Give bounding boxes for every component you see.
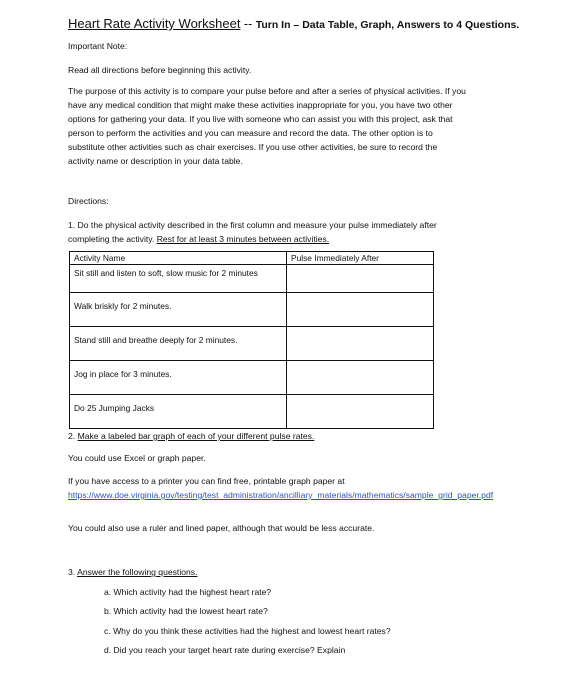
question-c: c. Why do you think these activities had the highest and lowest heart rates? xyxy=(104,626,391,636)
directions-heading: Directions: xyxy=(68,196,109,206)
step-1-line-1: 1. Do the physical activity described in the first column and measure your pulse immediately after xyxy=(68,220,437,230)
pulse-cell[interactable] xyxy=(287,361,434,395)
printer-note: If you have access to a printer you can find free, printable graph paper at xyxy=(68,476,345,486)
purpose-line: options for gathering your data. If you live with someone who can assist you with this project, ask that xyxy=(68,113,453,124)
activity-cell: Do 25 Jumping Jacks xyxy=(70,395,287,429)
purpose-line: have any medical condition that might make these activities inappropriate for you, you have two other xyxy=(68,99,453,110)
pulse-cell[interactable] xyxy=(287,293,434,327)
pulse-cell[interactable] xyxy=(287,265,434,293)
step-2-instruction: Make a labeled bar graph of each of your different pulse rates. xyxy=(77,431,315,441)
pulse-cell[interactable] xyxy=(287,327,434,361)
read-all-directions: Read all directions before beginning this activity. xyxy=(68,65,252,75)
question-d: d. Did you reach your target heart rate during exercise? Explain xyxy=(104,645,346,655)
excel-note: You could use Excel or graph paper. xyxy=(68,453,206,463)
table-header-row xyxy=(70,252,434,265)
step-3-heading xyxy=(68,566,518,580)
graph-paper-link[interactable]: https://www.doe.virginia.gov/testing/test_administration/ancilliary_materials/mathematics/sample_grid_paper.pdf xyxy=(68,490,494,500)
title-turn-in: Turn In – Data Table, Graph, Answers to 4 Questions. xyxy=(255,19,520,31)
table-row xyxy=(70,265,434,293)
step-1 xyxy=(68,219,538,247)
important-note: Important Note: xyxy=(68,41,128,51)
step-3-instruction: Answer the following questions. xyxy=(77,567,198,577)
step-2-heading xyxy=(68,430,518,444)
pulse-cell[interactable] xyxy=(287,395,434,429)
purpose-paragraph xyxy=(68,85,528,168)
table-row xyxy=(70,361,434,395)
purpose-line: person to perform the activities and you can measure and record the data. The other option is to xyxy=(68,127,433,138)
purpose-line: substitute other activities such as chair exercises. If you use other activities, be sure to record the xyxy=(68,141,438,152)
step-2-number: 2. xyxy=(68,431,78,441)
purpose-line: The purpose of this activity is to compare your pulse before and after a series of physical activities. If you xyxy=(68,86,466,96)
title-main: Heart Rate Activity Worksheet xyxy=(68,16,241,31)
graph-paper-link-wrap xyxy=(68,489,516,503)
header-pulse-after: Pulse Immediately After xyxy=(287,252,434,265)
activity-cell: Stand still and breathe deeply for 2 minutes. xyxy=(70,327,287,361)
title-separator: -- xyxy=(240,17,256,31)
table-row xyxy=(70,327,434,361)
activity-cell: Sit still and listen to soft, slow music for 2 minutes xyxy=(70,265,287,293)
ruler-note: You could also use a ruler and lined paper, although that would be less accurate. xyxy=(68,523,375,533)
activity-cell: Walk briskly for 2 minutes. xyxy=(70,293,287,327)
table-row xyxy=(70,293,434,327)
table-row xyxy=(70,395,434,429)
header-activity-name: Activity Name xyxy=(70,252,287,265)
question-b: b. Which activity had the lowest heart rate? xyxy=(104,606,268,616)
page-title xyxy=(68,16,519,31)
purpose-line: activity name or description in your data table. xyxy=(68,155,243,166)
step-1-rest-note: Rest for at least 3 minutes between activities. xyxy=(156,233,330,244)
step-3-number: 3. xyxy=(68,567,78,577)
step-1-line-2: completing the activity. xyxy=(68,233,157,244)
activity-cell: Jog in place for 3 minutes. xyxy=(70,361,287,395)
data-table xyxy=(69,251,434,429)
question-a: a. Which activity had the highest heart rate? xyxy=(104,587,272,597)
